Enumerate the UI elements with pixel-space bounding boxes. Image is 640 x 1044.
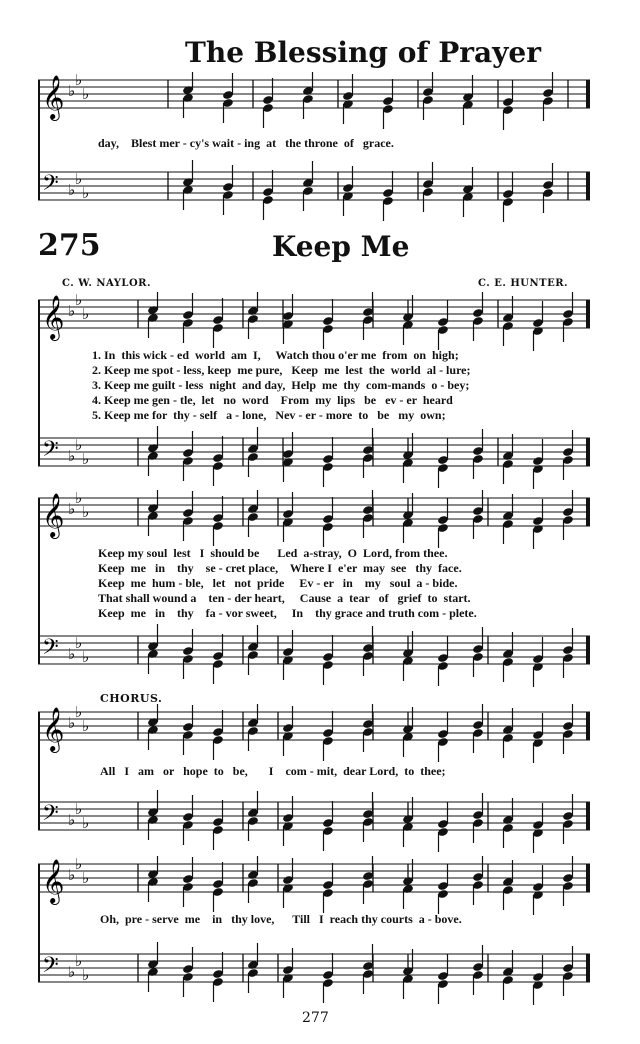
music-credit: C. E. HUNTER. xyxy=(478,278,568,289)
s2-flat: ♭ xyxy=(68,500,76,518)
verse-4-line-1: 4. Keep me gen - tle, let no word From my lips be ev - er heard xyxy=(92,393,453,407)
s3-flat: ♭ xyxy=(75,800,83,818)
prev-treble-clef: 𝄞 xyxy=(42,75,65,119)
s1-flat: ♭ xyxy=(75,292,83,309)
verse-3-line-1: 3. Keep me guilt - less night and day, Help me thy com-mands o - bey; xyxy=(92,378,470,392)
prev-flat: ♭ xyxy=(75,72,83,89)
s4-flat: ♭ xyxy=(75,952,83,970)
final-barline xyxy=(586,498,590,526)
verses-part-2 xyxy=(98,546,477,621)
hymn-number: 275 xyxy=(38,228,101,263)
s2-bass-clef: 𝄢 xyxy=(42,635,59,665)
score-system-3 xyxy=(38,704,598,854)
s2-flat: ♭ xyxy=(75,634,83,652)
final-barline xyxy=(586,954,590,982)
chorus-line-1: All I am or hope to be, I com - mit, dear Lord, to thee; xyxy=(100,764,446,778)
verse-4-line-2: That shall wound a ten - der heart, Cause a tear of grief to start. xyxy=(98,591,471,605)
prev-flat: ♭ xyxy=(82,85,90,103)
final-barline xyxy=(586,712,590,740)
verse-2-line-2: Keep me in thy se - cret place, Where I e'er may see thy face. xyxy=(98,561,462,575)
s3-flat: ♭ xyxy=(68,811,76,829)
s3-flat: ♭ xyxy=(75,704,83,721)
words-credit: C. W. NAYLOR. xyxy=(62,278,151,289)
s4-flat: ♭ xyxy=(82,966,90,984)
s3-flat: ♭ xyxy=(82,814,90,832)
s2-flat: ♭ xyxy=(82,503,90,521)
s3-treble-clef: 𝄞 xyxy=(42,707,65,751)
prev-flat: ♭ xyxy=(68,181,76,199)
s4-treble-clef: 𝄞 xyxy=(42,859,65,903)
final-barline xyxy=(586,438,590,466)
prev-bass-clef: 𝄢 xyxy=(42,171,59,201)
s1-flat: ♭ xyxy=(68,302,76,320)
s1-treble-clef: 𝄞 xyxy=(42,295,65,339)
s4-flat: ♭ xyxy=(68,866,76,884)
s2-treble-clef: 𝄞 xyxy=(42,493,65,537)
s1-flat: ♭ xyxy=(75,436,83,454)
verse-5-line-2: Keep me in thy fa - vor sweet, In thy grace and truth com - plete. xyxy=(98,606,477,620)
verse-3-line-2: Keep me hum - ble, let not pride Ev - er in my soul a - bide. xyxy=(98,576,458,590)
final-barline xyxy=(586,802,590,830)
prev-flat: ♭ xyxy=(75,170,83,188)
music-system-4 xyxy=(38,856,598,1006)
s3-flat: ♭ xyxy=(82,717,90,735)
s2-flat: ♭ xyxy=(68,645,76,663)
s2-flat: ♭ xyxy=(82,648,90,666)
verse-1-line-2: Keep my soul lest I should be Led a-stray, O Lord, from thee. xyxy=(98,546,448,560)
verse-2-line-1: 2. Keep me spot - less, keep me pure, Keep me lest the world al - lure; xyxy=(92,363,471,377)
s1-flat: ♭ xyxy=(82,305,90,323)
s4-flat: ♭ xyxy=(82,869,90,887)
previous-hymn-lyric: day, Blest mer - cy's wait - ing at the throne of grace. xyxy=(98,136,394,150)
s1-flat: ♭ xyxy=(68,447,76,465)
final-barline xyxy=(586,300,590,328)
s4-flat: ♭ xyxy=(68,963,76,981)
s1-flat: ♭ xyxy=(82,450,90,468)
final-barline xyxy=(586,172,590,200)
verse-5-line-1: 5. Keep me for thy - self a - lone, Nev - er - more to be my own; xyxy=(92,408,446,422)
verses-part-1 xyxy=(92,348,471,423)
music-system-3 xyxy=(38,704,598,854)
prev-flat: ♭ xyxy=(68,82,76,100)
s3-flat: ♭ xyxy=(68,714,76,732)
chorus-label: CHORUS. xyxy=(100,692,163,705)
final-barline xyxy=(586,80,590,108)
verse-1-line-1: 1. In this wick - ed world am I, Watch thou o'er me from on high; xyxy=(92,348,459,362)
score-system-4 xyxy=(38,856,598,1006)
s4-flat: ♭ xyxy=(75,856,83,873)
previous-hymn-title: The Blessing of Prayer xyxy=(185,36,541,69)
chorus-line-2: Oh, pre - serve me in thy love, Till I reach thy courts a - bove. xyxy=(100,912,462,926)
hymn-title: Keep Me xyxy=(272,230,410,263)
final-barline xyxy=(586,864,590,892)
prev-flat: ♭ xyxy=(82,184,90,202)
page-number: 277 xyxy=(302,1010,329,1026)
final-barline xyxy=(586,636,590,664)
s4-bass-clef: 𝄢 xyxy=(42,953,59,983)
s3-bass-clef: 𝄢 xyxy=(42,801,59,831)
s2-flat: ♭ xyxy=(75,490,83,507)
s1-bass-clef: 𝄢 xyxy=(42,437,59,467)
